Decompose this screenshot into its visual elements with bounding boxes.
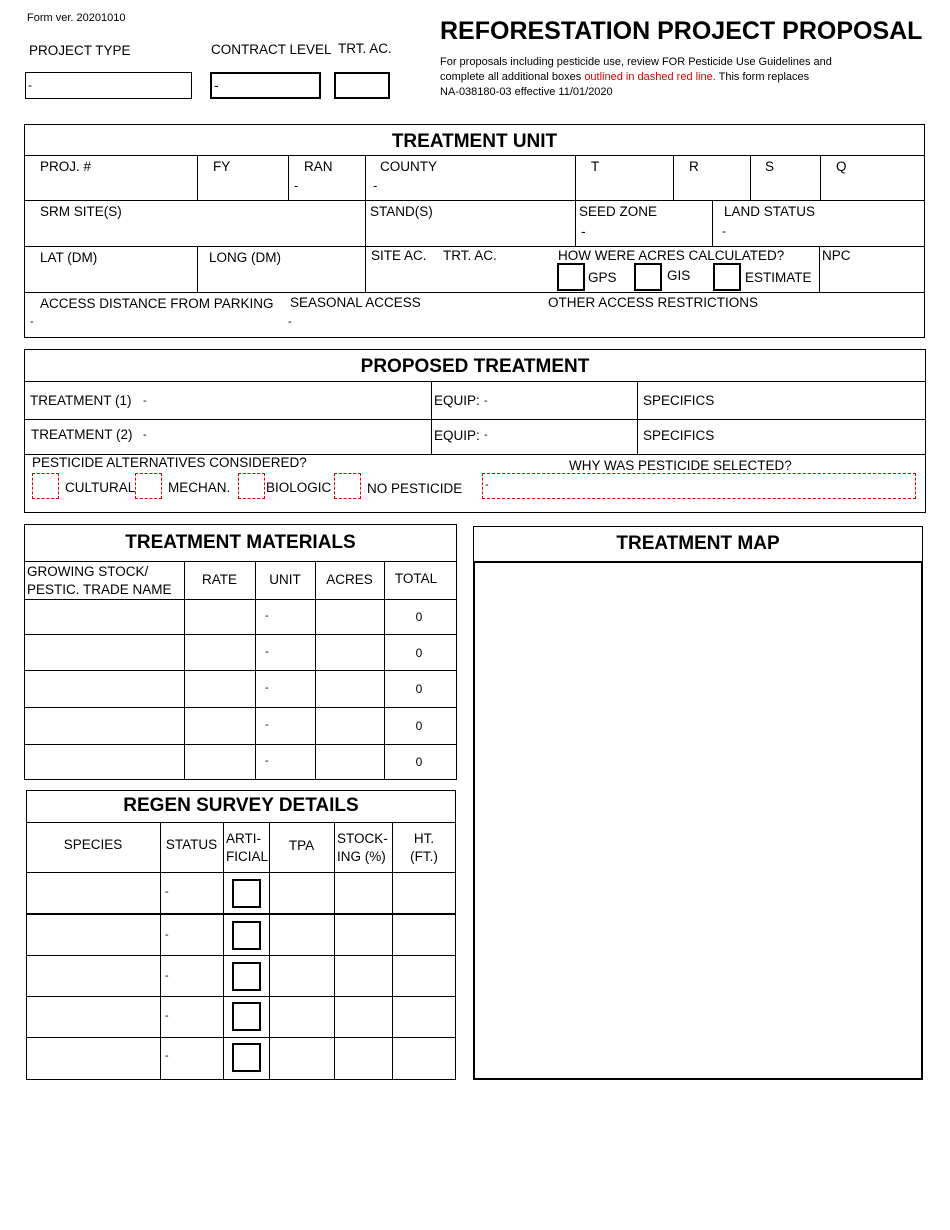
- access-distance-label: ACCESS DISTANCE FROM PARKING: [40, 296, 274, 311]
- cultural-checkbox[interactable]: [32, 473, 59, 499]
- acres-calc-label: HOW WERE ACRES CALCULATED?: [558, 248, 785, 263]
- treatment2-label: TREATMENT (2): [31, 427, 133, 442]
- mechan-checkbox[interactable]: [135, 473, 162, 499]
- unit-cell[interactable]: -: [265, 755, 269, 767]
- total-cell: 0: [415, 610, 423, 624]
- pesticide-alternatives-label: PESTICIDE ALTERNATIVES CONSIDERED?: [32, 455, 307, 470]
- quarter-label: Q: [836, 159, 847, 174]
- col-artificial-line1: ARTI-: [226, 831, 262, 846]
- col-height-line2: (FT.): [410, 849, 438, 864]
- artificial-checkbox[interactable]: [232, 1002, 261, 1031]
- trt-ac-label: TRT. AC.: [443, 248, 497, 263]
- form-version: Form ver. 20201010: [27, 12, 126, 24]
- mechan-label: MECHAN.: [168, 480, 231, 495]
- treatment-materials-title: TREATMENT MATERIALS: [125, 532, 356, 553]
- status-cell[interactable]: -: [165, 1010, 169, 1022]
- treatment1-label: TREATMENT (1): [30, 393, 132, 408]
- estimate-checkbox[interactable]: [713, 263, 741, 291]
- total-cell: 0: [415, 755, 423, 769]
- artificial-checkbox[interactable]: [232, 962, 261, 991]
- contract-level-label: CONTRACT LEVEL: [211, 42, 332, 57]
- equip2-label: EQUIP:: [434, 428, 480, 443]
- ran-value[interactable]: -: [294, 178, 299, 193]
- page-title: REFORESTATION PROJECT PROPOSAL: [440, 17, 923, 45]
- col-stocking-line1: STOCK-: [337, 831, 388, 846]
- col-stocking-line2: ING (%): [337, 849, 386, 864]
- col-species: SPECIES: [63, 837, 123, 852]
- col-artificial: [226, 830, 268, 866]
- col-growing-stock-line1: GROWING STOCK/: [27, 564, 149, 579]
- project-type-label: PROJECT TYPE: [29, 43, 131, 58]
- why-pesticide-label: WHY WAS PESTICIDE SELECTED?: [569, 458, 792, 473]
- treatment-map-area[interactable]: [473, 561, 923, 1080]
- gps-checkbox[interactable]: [557, 263, 585, 291]
- specifics2-label: SPECIFICS: [643, 428, 715, 443]
- biologic-checkbox[interactable]: [238, 473, 265, 499]
- regen-survey-title: REGEN SURVEY DETAILS: [123, 795, 359, 816]
- npc-label: NPC: [822, 248, 851, 263]
- col-unit: UNIT: [269, 572, 301, 587]
- gis-checkbox[interactable]: [634, 263, 662, 291]
- col-height: [392, 830, 456, 866]
- header-trt-ac-field[interactable]: [334, 72, 390, 99]
- col-height-line1: HT.: [413, 831, 435, 846]
- unit-cell[interactable]: -: [265, 719, 269, 731]
- total-cell: 0: [415, 719, 423, 733]
- access-distance-value[interactable]: -: [30, 316, 34, 328]
- cultural-label: CULTURAL: [65, 480, 136, 495]
- specifics1-label: SPECIFICS: [643, 393, 715, 408]
- land-status-value[interactable]: -: [722, 224, 726, 238]
- artificial-checkbox[interactable]: [232, 1043, 261, 1072]
- equip1-value[interactable]: -: [484, 395, 488, 407]
- seed-zone-value[interactable]: -: [581, 223, 586, 239]
- total-cell: 0: [415, 646, 423, 660]
- lat-label: LAT (DM): [40, 250, 98, 265]
- treatment-unit-title: TREATMENT UNIT: [391, 131, 558, 152]
- intro-line3: NA-038180-03 effective 11/01/2020: [440, 86, 613, 98]
- header-trt-ac-label: TRT. AC.: [338, 41, 392, 56]
- proj-number-label: PROJ. #: [40, 159, 92, 174]
- biologic-label: BIOLOGIC: [266, 480, 332, 495]
- seasonal-access-label: SEASONAL ACCESS: [290, 295, 421, 310]
- ran-label: RAN: [304, 159, 333, 174]
- gis-label: GIS: [667, 268, 691, 283]
- col-rate: RATE: [201, 572, 237, 587]
- col-growing-stock-line2: PESTIC. TRADE NAME: [27, 582, 172, 597]
- fy-field[interactable]: [198, 156, 287, 199]
- no-pesticide-label: NO PESTICIDE: [367, 481, 463, 496]
- section-label: S: [765, 159, 775, 174]
- intro-line2: complete all additional boxes: [440, 71, 585, 83]
- treatment2-value[interactable]: -: [143, 429, 147, 441]
- col-total: TOTAL: [394, 571, 438, 586]
- col-growing-stock: [27, 563, 172, 599]
- estimate-label: ESTIMATE: [745, 270, 812, 285]
- intro-text: [440, 55, 920, 100]
- unit-cell[interactable]: -: [265, 646, 269, 658]
- status-cell[interactable]: -: [165, 1050, 169, 1062]
- fy-label: FY: [213, 159, 231, 174]
- equip2-value[interactable]: -: [484, 429, 488, 441]
- col-acres: ACRES: [326, 572, 373, 587]
- range-label: R: [689, 159, 699, 174]
- site-ac-label: SITE AC.: [371, 248, 427, 263]
- treatment1-value[interactable]: -: [143, 395, 147, 407]
- artificial-checkbox[interactable]: [232, 921, 261, 950]
- why-pesticide-field[interactable]: -: [482, 473, 916, 499]
- col-tpa: TPA: [288, 838, 315, 853]
- long-label: LONG (DM): [209, 250, 281, 265]
- land-status-label: LAND STATUS: [724, 204, 816, 219]
- srm-site-label: SRM SITE(S): [40, 204, 122, 219]
- seasonal-access-value[interactable]: -: [288, 316, 292, 328]
- status-cell[interactable]: -: [165, 929, 169, 941]
- artificial-checkbox[interactable]: [232, 879, 261, 908]
- intro-red-text: outlined in dashed red line.: [584, 71, 716, 83]
- col-stocking: [337, 830, 388, 866]
- county-label: COUNTY: [380, 159, 437, 174]
- status-cell[interactable]: -: [165, 886, 169, 898]
- col-artificial-line2: FICIAL: [226, 849, 269, 864]
- col-status: STATUS: [165, 837, 218, 852]
- total-cell: 0: [415, 682, 423, 696]
- no-pesticide-checkbox[interactable]: [334, 473, 361, 499]
- other-access-label: OTHER ACCESS RESTRICTIONS: [548, 295, 759, 310]
- county-value[interactable]: -: [373, 178, 378, 193]
- intro-line2-end: This form replaces: [715, 71, 810, 83]
- seed-zone-label: SEED ZONE: [579, 204, 658, 219]
- stands-label: STAND(S): [370, 204, 433, 219]
- gps-label: GPS: [588, 270, 617, 285]
- equip1-label: EQUIP:: [434, 393, 480, 408]
- unit-cell[interactable]: -: [265, 682, 269, 694]
- contract-level-select[interactable]: -: [210, 72, 321, 99]
- project-type-select[interactable]: -: [25, 72, 192, 99]
- treatment-map-title: TREATMENT MAP: [616, 533, 780, 554]
- township-label: T: [591, 159, 600, 174]
- unit-cell[interactable]: -: [265, 610, 269, 622]
- proposed-treatment-title: PROPOSED TREATMENT: [360, 356, 590, 377]
- intro-line1: For proposals including pesticide use, review FOR Pesticide Use Guidelines and: [440, 56, 832, 68]
- status-cell[interactable]: -: [165, 970, 169, 982]
